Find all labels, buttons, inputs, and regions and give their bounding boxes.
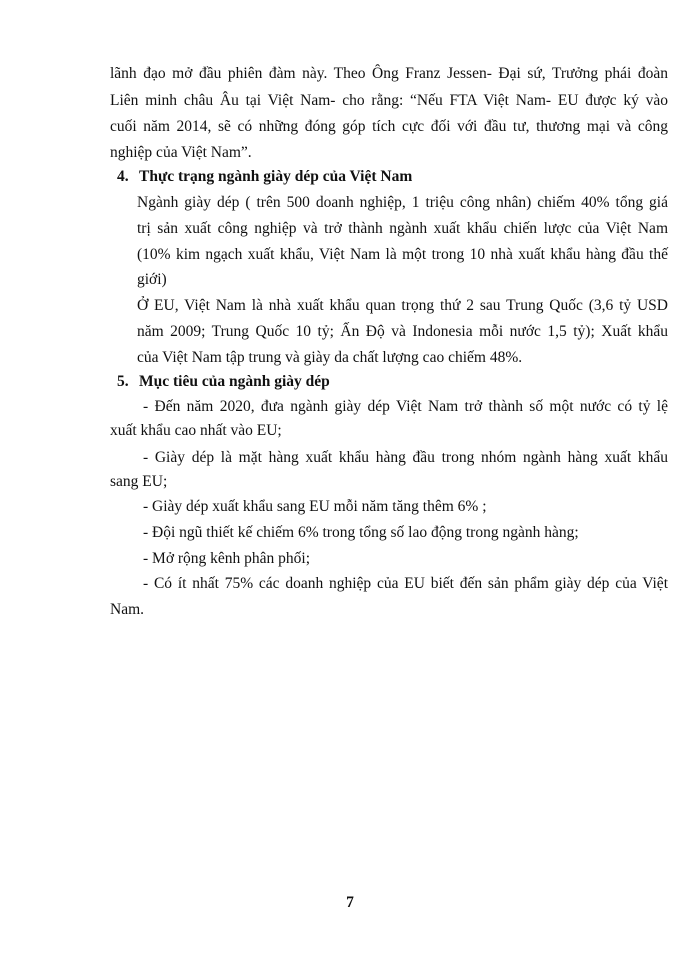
section-5-item-1-line-2: xuất khẩu cao nhất vào EU; — [110, 422, 282, 439]
intro-line-1: lãnh đạo mở đầu phiên đàm này. Theo Ông Franz Jessen- Đại sứ, Trưởng phái đoàn — [110, 65, 668, 82]
section-5-number: 5. — [117, 373, 129, 390]
section-4-number: 4. — [117, 168, 129, 185]
section-5-item-6-line-2: Nam. — [110, 601, 145, 618]
section-5-item-5: - Mở rộng kênh phân phối; — [143, 550, 311, 567]
section-4-para-1-line-4: giới) — [137, 271, 167, 288]
section-4-para-1-line-1: Ngành giày dép ( trên 500 doanh nghiệp, 1 triệu công nhân) chiếm 40% tổng giá — [137, 194, 668, 211]
section-4-para-2-line-3: của Việt Nam tập trung và giày da chất lượng cao chiếm 48%. — [137, 349, 523, 366]
section-5-item-2-line-1: - Giày dép là mặt hàng xuất khẩu hàng đầu trong nhóm ngành hàng xuất khẩu — [143, 449, 668, 466]
section-5-item-4: - Đội ngũ thiết kế chiếm 6% trong tổng số lao động trong ngành hàng; — [143, 524, 579, 541]
intro-line-2: Liên minh châu Âu tại Việt Nam- cho rằng: “Nếu FTA Việt Nam- EU được ký vào — [110, 92, 668, 109]
section-4-para-1-line-2: trị sản xuất công nghiệp và trở thành ngành xuất khẩu chiến lược của Việt Nam — [137, 220, 668, 237]
intro-line-4: nghiệp của Việt Nam”. — [110, 144, 252, 161]
section-4-title: Thực trạng ngành giày dép của Việt Nam — [139, 168, 413, 185]
page-number: 7 — [346, 894, 354, 911]
section-4-para-2-line-1: Ở EU, Việt Nam là nhà xuất khẩu quan trọng thứ 2 sau Trung Quốc (3,6 tỷ USD — [137, 297, 668, 314]
intro-line-3: cuối năm 2014, sẽ có những đóng góp tích cực đối với đầu tư, thương mại và công — [110, 118, 668, 135]
section-5-item-6-line-1: - Có ít nhất 75% các doanh nghiệp của EU biết đến sản phẩm giày dép của Việt — [143, 575, 668, 592]
section-5-item-1-line-1: - Đến năm 2020, đưa ngành giày dép Việt Nam trở thành số một nước có tỷ lệ — [143, 398, 668, 415]
section-5-title: Mục tiêu của ngành giày dép — [139, 373, 330, 390]
section-5-item-2-line-2: sang EU; — [110, 473, 168, 490]
section-4-para-2-line-2: năm 2009; Trung Quốc 10 tỷ; Ấn Độ và Indonesia mỗi nước 1,5 tỷ); Xuất khẩu — [137, 323, 668, 340]
section-5-item-3: - Giày dép xuất khẩu sang EU mỗi năm tăng thêm 6% ; — [143, 498, 487, 515]
section-4-heading — [117, 167, 412, 187]
section-5-heading — [117, 372, 330, 392]
section-4-para-1-line-3: (10% kim ngạch xuất khẩu, Việt Nam là một trong 10 nhà xuất khẩu hàng đầu thế — [137, 246, 668, 263]
